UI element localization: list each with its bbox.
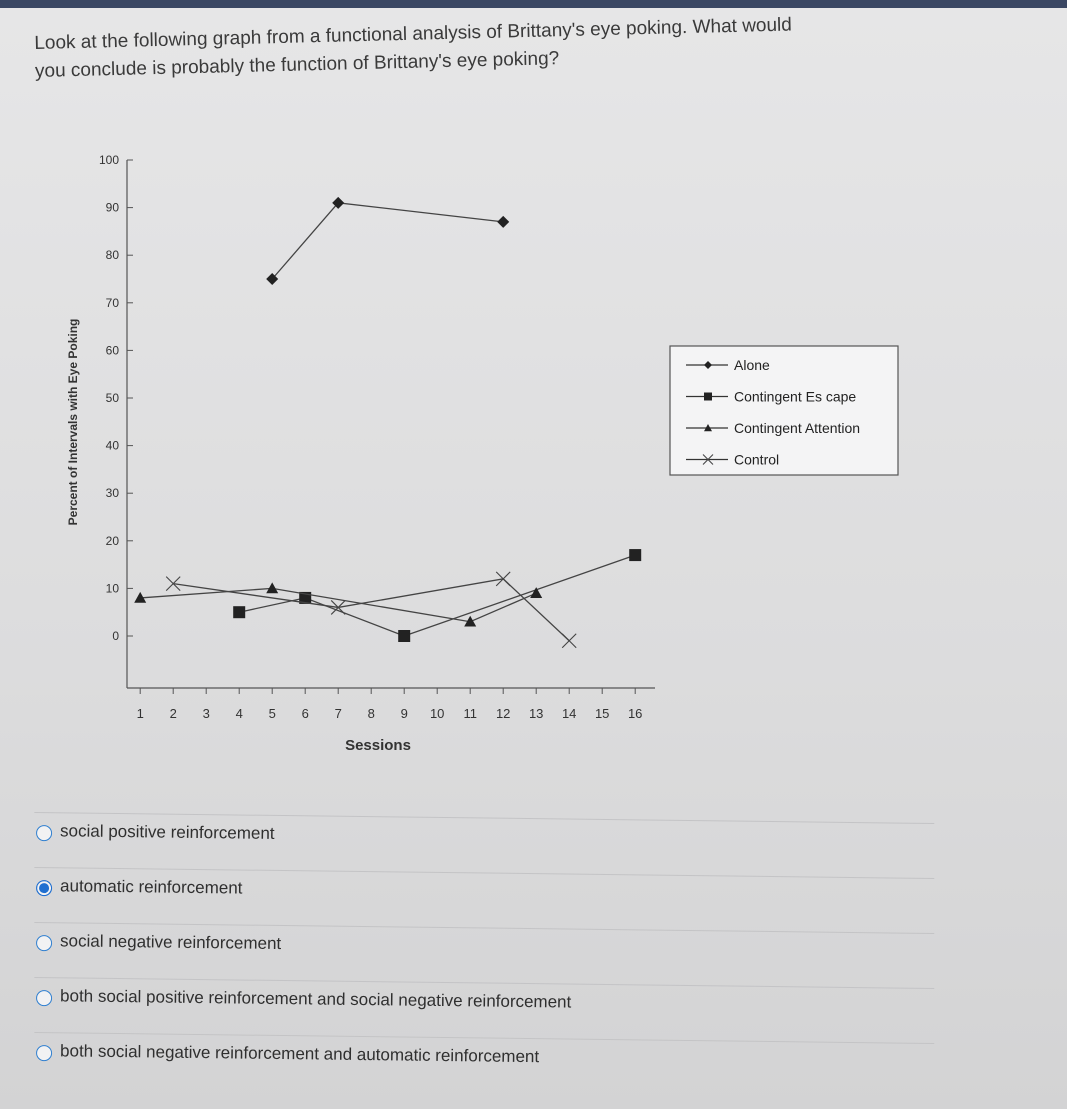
series-line xyxy=(272,203,503,279)
x-axis-title: Sessions xyxy=(345,737,411,754)
series-line xyxy=(239,555,635,636)
x-tick-label: 4 xyxy=(235,706,243,721)
x-tick-label: 8 xyxy=(367,706,375,721)
x-tick-label: 9 xyxy=(400,706,408,721)
x-tick-label: 13 xyxy=(528,706,544,721)
series-contingent-es-cape xyxy=(233,549,641,642)
radio-button[interactable] xyxy=(36,935,52,951)
x-tick-label: 5 xyxy=(268,706,276,721)
y-tick-label: 40 xyxy=(105,438,119,453)
radio-button[interactable] xyxy=(36,990,52,1006)
radio-button-selected[interactable] xyxy=(36,880,52,896)
series-control xyxy=(166,572,576,648)
chart-series xyxy=(134,197,641,648)
x-tick-label: 3 xyxy=(202,706,210,721)
option-label: social negative reinforcement xyxy=(59,931,282,954)
legend-label: Alone xyxy=(734,357,770,373)
radio-button[interactable] xyxy=(36,825,52,841)
legend-label: Contingent Attention xyxy=(734,420,861,436)
x-tick-label: 12 xyxy=(495,706,511,721)
y-tick-label: 20 xyxy=(105,533,119,548)
x-tick-label: 6 xyxy=(301,706,309,721)
y-tick-label: 30 xyxy=(105,486,119,501)
y-tick-label: 70 xyxy=(105,295,119,310)
x-tick-label: 11 xyxy=(463,706,477,721)
question-line-1: Look at the following graph from a functional analysis of Brittany's eye poking. What would xyxy=(34,14,793,54)
square-marker xyxy=(398,630,410,642)
y-tick-label: 0 xyxy=(112,629,119,643)
diamond-marker xyxy=(497,216,509,228)
series-contingent-attention xyxy=(134,582,542,626)
series-line xyxy=(173,579,569,641)
y-axis-title: Percent of Intervals with Eye Poking xyxy=(66,318,80,526)
x-tick-label: 16 xyxy=(627,706,643,721)
option-label: social positive reinforcement xyxy=(59,821,275,843)
y-tick-label: 10 xyxy=(105,581,119,596)
x-tick-label: 15 xyxy=(594,706,610,721)
y-tick-label: 60 xyxy=(105,343,119,358)
series-alone xyxy=(266,197,509,285)
square-marker xyxy=(704,393,712,401)
series-line xyxy=(140,588,536,621)
option-label: automatic reinforcement xyxy=(59,876,243,898)
square-marker xyxy=(629,549,641,561)
x-tick-label: 1 xyxy=(136,706,144,721)
answer-options xyxy=(34,812,934,1087)
x-tick-label: 2 xyxy=(169,706,177,721)
x-tick-label: 10 xyxy=(429,706,445,721)
chart-legend xyxy=(670,346,898,475)
option-label: both social positive reinforcement and social negative reinforcement xyxy=(59,986,572,1012)
triangle-marker xyxy=(266,582,278,593)
question-line-2: you conclude is probably the function of Brittany's eye poking? xyxy=(34,48,560,82)
option-negative-and-automatic[interactable] xyxy=(34,1032,935,1098)
chart-axes xyxy=(66,153,655,754)
legend-label: Contingent Es cape xyxy=(734,388,857,405)
y-tick-label: 100 xyxy=(98,153,119,167)
square-marker xyxy=(233,606,245,618)
legend-label: Control xyxy=(734,451,780,468)
option-label: both social negative reinforcement and automatic reinforcement xyxy=(59,1041,540,1067)
y-tick-label: 50 xyxy=(105,391,119,405)
y-tick-label: 90 xyxy=(105,200,119,215)
radio-button[interactable] xyxy=(36,1045,52,1061)
x-tick-label: 7 xyxy=(334,706,342,721)
y-tick-label: 80 xyxy=(105,248,119,263)
x-tick-label: 14 xyxy=(561,706,577,721)
